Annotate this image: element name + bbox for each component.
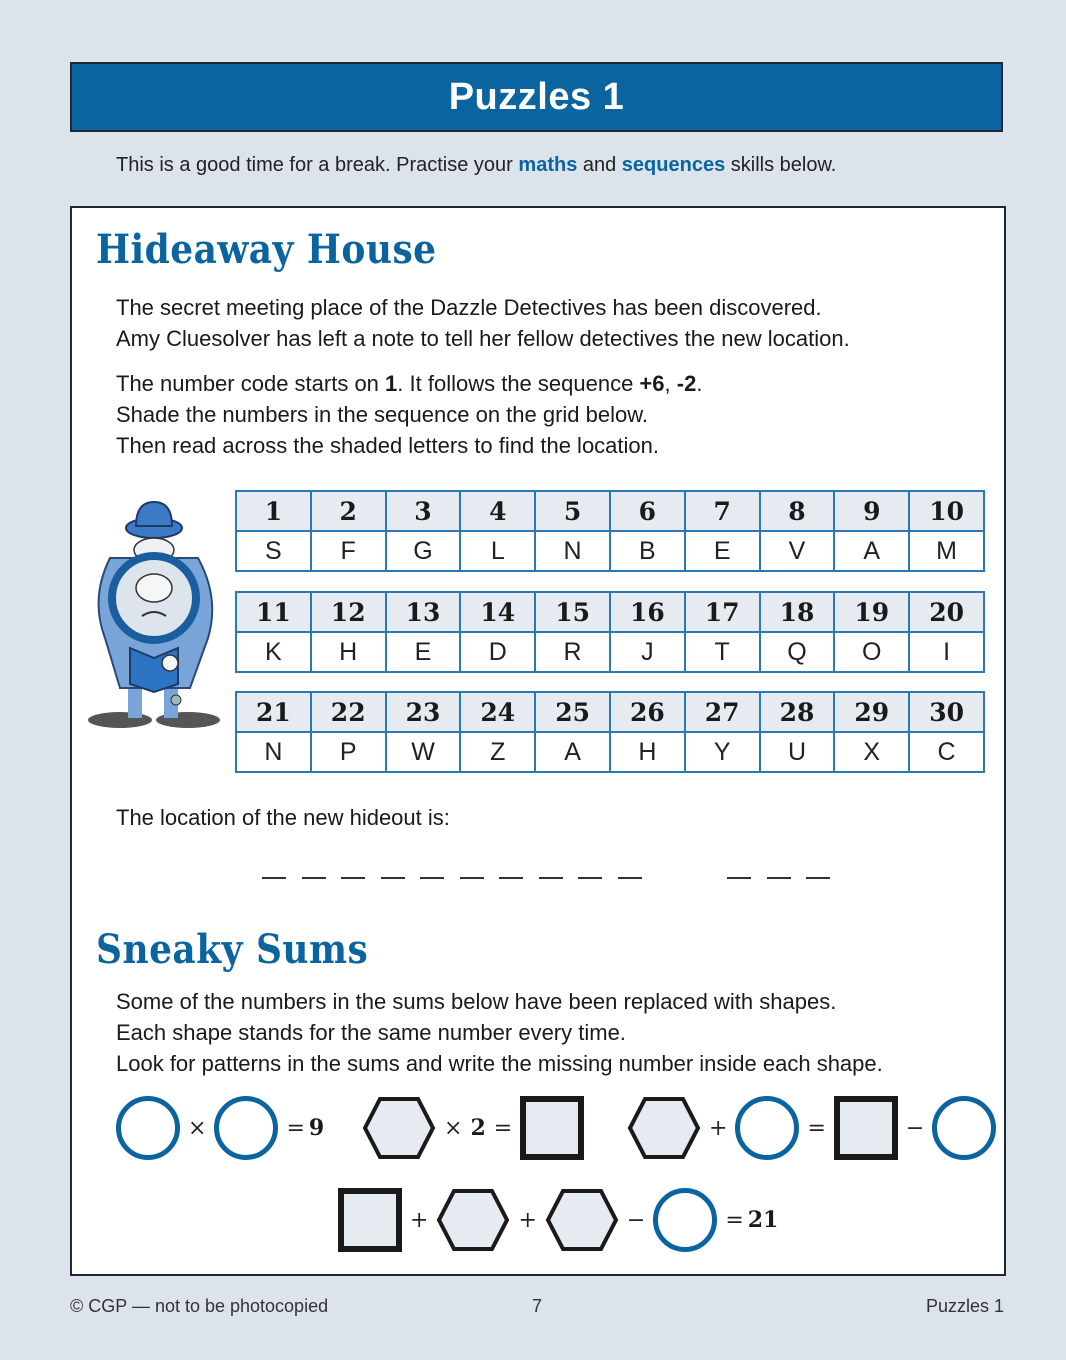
answer-blank[interactable] [539, 877, 563, 879]
grid-letter-cell[interactable]: E [386, 632, 461, 672]
hideaway-instructions [116, 368, 702, 461]
minus-sign: − [626, 1207, 646, 1233]
instruction-line-1 [116, 368, 702, 399]
answer-blank[interactable] [302, 877, 326, 879]
grid-number-cell[interactable]: 24 [460, 692, 535, 732]
intro-middle: and [577, 154, 622, 176]
grid-letter-cell[interactable]: Y [685, 732, 760, 772]
square-shape-input[interactable] [338, 1188, 402, 1252]
hideaway-story [116, 292, 850, 354]
footer-page-number: 7 [532, 1296, 543, 1316]
grid-letter-cell[interactable]: U [760, 732, 835, 772]
circle-shape-input[interactable] [653, 1188, 717, 1252]
grid-number-cell[interactable]: 10 [909, 491, 984, 531]
grid-number-cell[interactable]: 9 [834, 491, 909, 531]
grid-number-cell[interactable]: 26 [610, 692, 685, 732]
answer-blank[interactable] [341, 877, 365, 879]
hexagon-shape-input[interactable] [545, 1188, 619, 1252]
instr-text: . [696, 371, 703, 396]
grid-number-cell[interactable]: 30 [909, 692, 984, 732]
grid-number-cell[interactable]: 5 [535, 491, 610, 531]
grid-letter-cell[interactable]: J [610, 632, 685, 672]
circle-shape-input[interactable] [116, 1096, 180, 1160]
equation-3 [627, 1096, 996, 1160]
sums-instruction-3: Look for patterns in the sums and write the missing number inside each shape. [116, 1051, 883, 1076]
grid-number-cell[interactable]: 23 [386, 692, 461, 732]
answer-blank[interactable] [578, 877, 602, 879]
grid-number-cell[interactable]: 25 [535, 692, 610, 732]
intro-highlight-maths: maths [518, 154, 578, 176]
instr-step-minus: -2 [676, 371, 697, 396]
grid-number-cell[interactable]: 19 [834, 592, 909, 632]
square-shape-input[interactable] [520, 1096, 584, 1160]
equals-sign: = [493, 1115, 513, 1141]
hexagon-shape-input[interactable] [436, 1188, 510, 1252]
grid-number-cell[interactable]: 2 [311, 491, 386, 531]
grid-number-cell[interactable]: 7 [685, 491, 760, 531]
intro-after: skills below. [725, 154, 837, 176]
grid-letter-cell[interactable]: D [460, 632, 535, 672]
instr-text: , [664, 371, 677, 396]
grid-number-cell[interactable]: 6 [610, 491, 685, 531]
puzzle-panel [70, 206, 1006, 1276]
code-grid-row-3 [235, 691, 985, 773]
grid-letter-cell[interactable]: G [386, 531, 461, 571]
equals-sign: = [725, 1207, 744, 1233]
grid-letter-cell[interactable]: A [834, 531, 909, 571]
answer-blank[interactable] [767, 877, 791, 879]
equation-4 [338, 1188, 778, 1252]
answer-blank[interactable] [460, 877, 484, 879]
footer-copyright: © CGP — not to be photocopied [70, 1296, 329, 1316]
hexagon-shape-input[interactable] [362, 1096, 436, 1160]
answer-blank[interactable] [727, 877, 751, 879]
code-grid-row-1 [235, 490, 985, 572]
answer-blank[interactable] [618, 877, 642, 879]
grid-number-cell[interactable]: 1 [236, 491, 311, 531]
sneaky-sums-heading: Sneaky Sums [96, 926, 369, 973]
grid-number-cell[interactable]: 22 [311, 692, 386, 732]
grid-number-cell[interactable]: 4 [460, 491, 535, 531]
grid-number-cell[interactable]: 17 [685, 592, 760, 632]
instruction-line-3: Then read across the shaded letters to find the location. [116, 433, 659, 458]
page-title: Puzzles 1 [448, 75, 625, 118]
grid-letter-cell[interactable]: K [236, 632, 311, 672]
answer-blank[interactable] [420, 877, 444, 879]
equals-sign: = [807, 1115, 826, 1141]
grid-letter-cell[interactable]: A [535, 732, 610, 772]
grid-letter-cell[interactable]: Z [460, 732, 535, 772]
grid-letter-cell[interactable]: P [311, 732, 386, 772]
grid-letter-cell[interactable]: V [760, 531, 835, 571]
grid-number-cell[interactable]: 21 [236, 692, 311, 732]
answer-blanks [262, 863, 846, 879]
grid-letter-cell[interactable]: E [685, 531, 760, 571]
answer-prompt: The location of the new hideout is: [116, 805, 450, 830]
equation-1 [116, 1096, 324, 1160]
grid-number-cell[interactable]: 15 [535, 592, 610, 632]
grid-number-cell[interactable]: 29 [834, 692, 909, 732]
grid-number-cell[interactable]: 27 [685, 692, 760, 732]
square-shape-input[interactable] [834, 1096, 898, 1160]
sums-instruction-1: Some of the numbers in the sums below have been replaced with shapes. [116, 989, 837, 1014]
story-line-1: The secret meeting place of the Dazzle Detectives has been discovered. [116, 295, 822, 320]
grid-letter-cell[interactable]: T [685, 632, 760, 672]
grid-letter-cell[interactable]: I [909, 632, 984, 672]
grid-letter-cell[interactable]: R [535, 632, 610, 672]
sums-instruction-2: Each shape stands for the same number every time. [116, 1020, 626, 1045]
instr-step-plus: +6 [639, 371, 665, 396]
grid-letter-cell[interactable]: S [236, 531, 311, 571]
intro-before: This is a good time for a break. Practise your [116, 154, 519, 176]
answer-blank[interactable] [262, 877, 286, 879]
plus-sign: + [410, 1207, 429, 1233]
grid-number-cell[interactable]: 12 [311, 592, 386, 632]
grid-letter-cell[interactable]: H [610, 732, 685, 772]
multiplier-value: 2 [470, 1115, 486, 1141]
result-value: 9 [308, 1115, 325, 1141]
intro-text [116, 154, 836, 177]
grid-letter-cell[interactable]: B [610, 531, 685, 571]
circle-shape-input[interactable] [735, 1096, 799, 1160]
grid-number-cell[interactable]: 20 [909, 592, 984, 632]
grid-letter-cell[interactable]: C [909, 732, 984, 772]
times-sign: × [188, 1115, 207, 1141]
detective-illustration [80, 488, 230, 738]
instruction-line-2: Shade the numbers in the sequence on the grid below. [116, 402, 649, 427]
footer-section-name: Puzzles 1 [925, 1296, 1004, 1316]
grid-letter-cell[interactable]: L [460, 531, 535, 571]
answer-blank[interactable] [499, 877, 523, 879]
intro-highlight-sequences: sequences [621, 154, 726, 176]
grid-number-cell[interactable]: 28 [760, 692, 835, 732]
plus-sign: + [709, 1115, 728, 1141]
grid-number-cell[interactable]: 13 [386, 592, 461, 632]
plus-sign: + [518, 1207, 537, 1233]
grid-letter-cell[interactable]: N [535, 531, 610, 571]
instr-text: . It follows the sequence [397, 371, 640, 396]
grid-number-cell[interactable]: 3 [386, 491, 461, 531]
sneaky-sums-instructions [116, 986, 883, 1079]
grid-number-cell[interactable]: 11 [236, 592, 311, 632]
circle-shape-input[interactable] [214, 1096, 278, 1160]
grid-number-cell[interactable]: 14 [460, 592, 535, 632]
instr-start-number: 1 [385, 371, 398, 396]
code-grid-row-2 [235, 591, 985, 673]
circle-shape-input[interactable] [932, 1096, 996, 1160]
hexagon-shape-input[interactable] [627, 1096, 701, 1160]
grid-letter-cell[interactable]: W [386, 732, 461, 772]
story-line-2: Amy Cluesolver has left a note to tell her fellow detectives the new location. [116, 326, 850, 351]
equals-sign: = [286, 1115, 305, 1141]
minus-sign: − [905, 1115, 925, 1141]
grid-letter-cell[interactable]: N [236, 732, 311, 772]
grid-letter-cell[interactable]: M [909, 531, 984, 571]
grid-number-cell[interactable]: 18 [760, 592, 835, 632]
grid-number-cell[interactable]: 16 [610, 592, 685, 632]
grid-letter-cell[interactable]: F [311, 531, 386, 571]
title-bar [70, 62, 1003, 132]
grid-letter-cell[interactable]: X [834, 732, 909, 772]
grid-letter-cell[interactable]: Q [760, 632, 835, 672]
grid-letter-cell[interactable]: H [311, 632, 386, 672]
answer-blank[interactable] [381, 877, 405, 879]
grid-number-cell[interactable]: 8 [760, 491, 835, 531]
equation-2 [362, 1096, 584, 1160]
word-gap [657, 863, 727, 879]
answer-blank[interactable] [806, 877, 830, 879]
times-sign: × [444, 1115, 463, 1141]
instr-text: The number code starts on [116, 371, 386, 396]
result-value: 21 [747, 1207, 779, 1233]
shoe-left-icon [88, 712, 152, 728]
grid-letter-cell[interactable]: O [834, 632, 909, 672]
hideaway-heading: Hideaway House [96, 226, 437, 273]
